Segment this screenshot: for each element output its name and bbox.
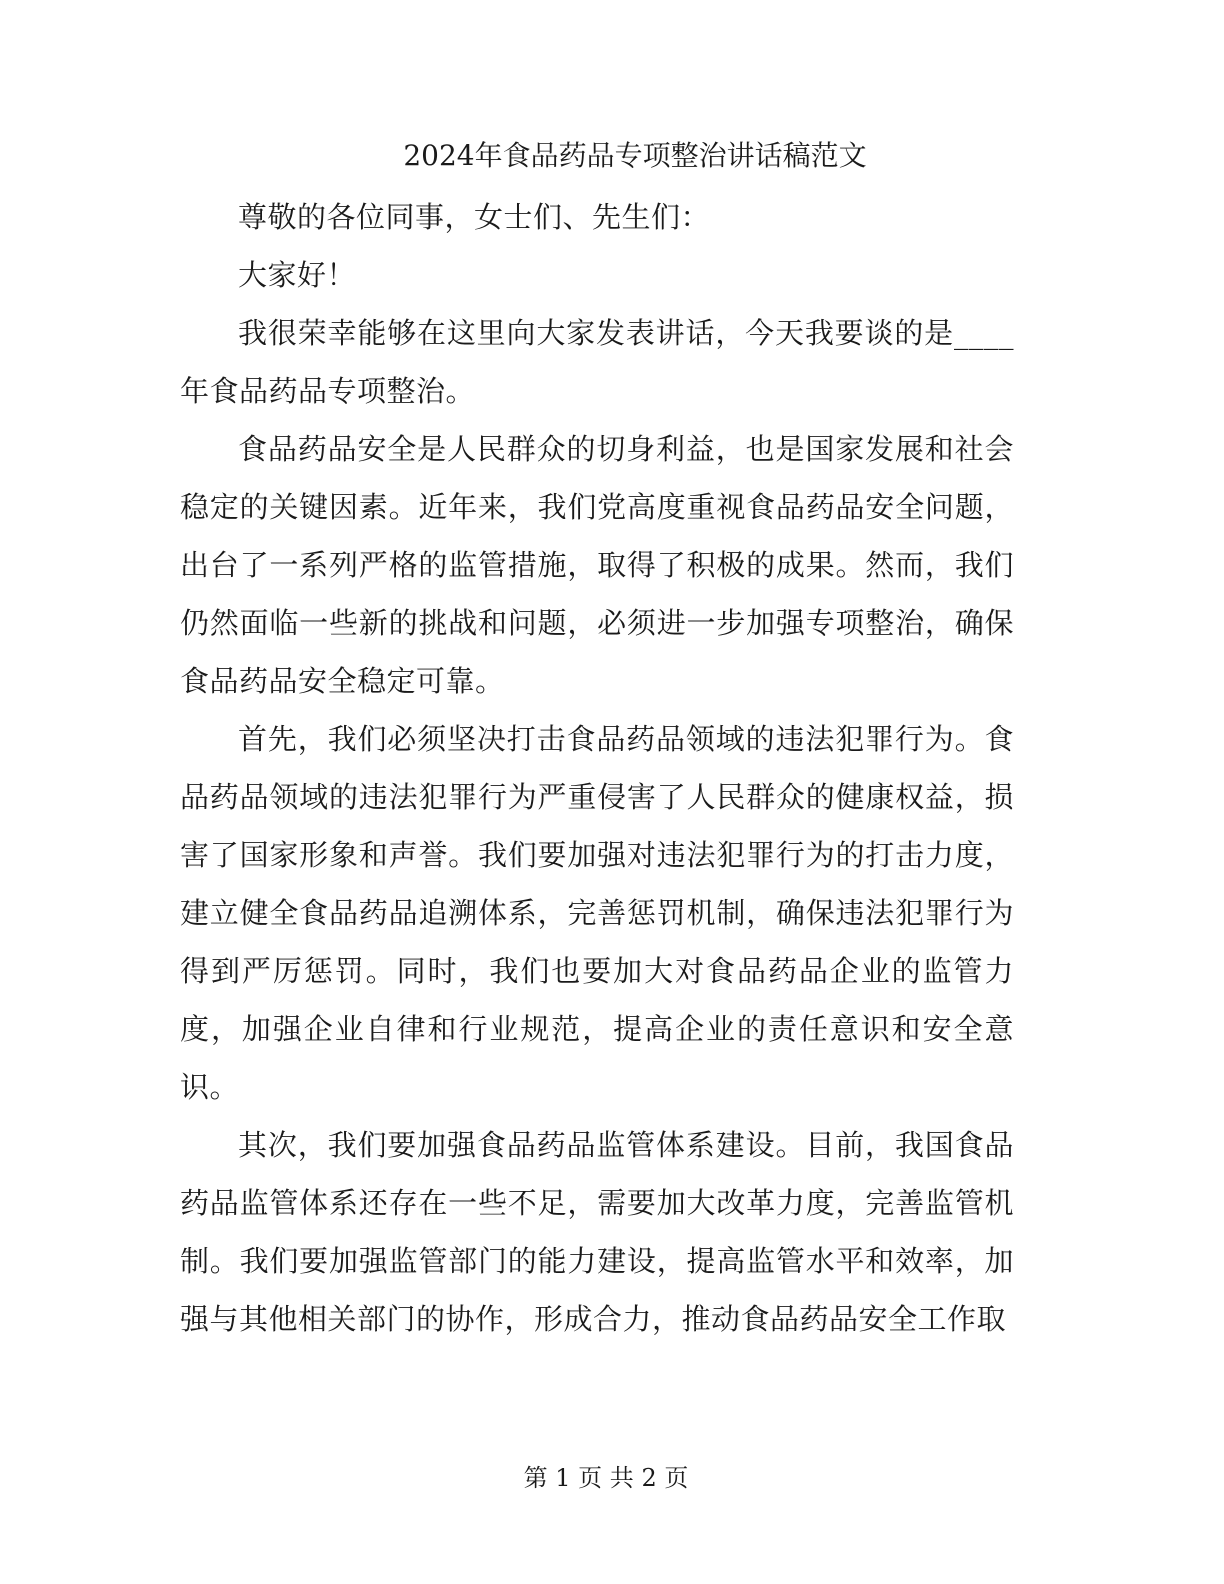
paragraph-salutation: 尊敬的各位同事，女士们、先生们： xyxy=(238,200,711,234)
paragraph-background: 食品药品安全是人民群众的切身利益，也是国家发展和社会稳定的关键因素。近年来，我们党高度重视食品药品安全问题，出台了一系列严格的监管措施，取得了积极的成果。然而，我们仍然面临一些新的挑战和问题，必须进一步加强专项整治，确保食品药品安全稳定可靠。 xyxy=(180,432,1014,698)
document-body xyxy=(180,188,1014,1348)
paragraph-second-point: 其次，我们要加强食品药品监管体系建设。目前，我国食品药品监管体系还存在一些不足，需要加大改革力度，完善监管机制。我们要加强监管部门的能力建设，提高监管水平和效率，加强与其他相关部门的协作，形成合力，推动食品药品安全工作取 xyxy=(180,1128,1014,1336)
paragraph-first-point: 首先，我们必须坚决打击食品药品领域的违法犯罪行为。食品药品领域的违法犯罪行为严重侵害了人民群众的健康权益，损害了国家形象和声誉。我们要加强对违法犯罪行为的打击力度，建立健全食品药品追溯体系，完善惩罚机制，确保违法犯罪行为得到严厉惩罚。同时，我们也要加大对食品药品企业的监管力度，加强企业自律和行业规范，提高企业的责任意识和安全意识。 xyxy=(180,722,1014,1104)
paragraph-intro: 我很荣幸能够在这里向大家发表讲话，今天我要谈的是____年食品药品专项整治。 xyxy=(180,316,1014,408)
paragraph-greeting: 大家好！ xyxy=(238,258,357,292)
document-title: 2024年食品药品专项整治讲话稿范文 xyxy=(403,139,867,172)
page-number-footer: 第 1 页 共 2 页 xyxy=(523,1464,689,1492)
